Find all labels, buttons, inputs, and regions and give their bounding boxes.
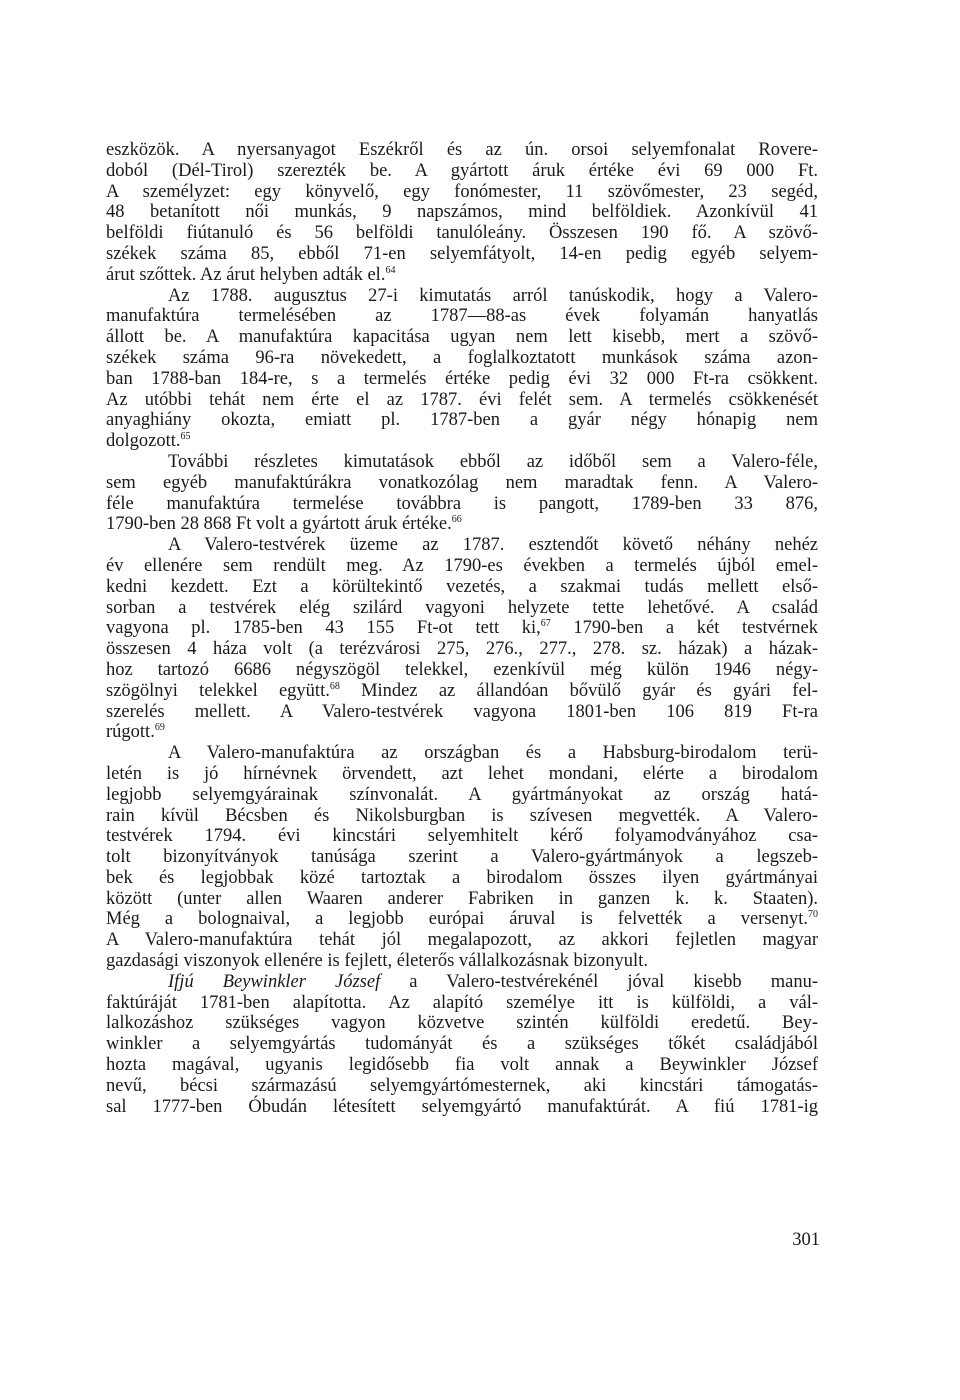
line-text: kedni kezdett. Ezt a körültekintő vezetés, a szakmai tudás mellett első-: [106, 576, 818, 597]
text-line: [106, 993, 818, 1014]
text-line: [106, 618, 818, 639]
line-text: belföldi fiútanuló és 56 belföldi tanulóleány. Összesen 190 fő. A szövő-: [106, 223, 818, 244]
line-text: Az utóbbi tehát nem érte el az 1787. évi felét sem. A termelés csökkenését: [106, 389, 818, 410]
text-line: [106, 556, 818, 577]
footnote-ref: 67: [540, 618, 551, 630]
line-text: féle manufaktúra termelése továbbra is pangott, 1789-ben 33 876,: [106, 493, 818, 514]
line-text: manufaktúra termelésében az 1787—88-as évek folyamán hanyatlás: [106, 306, 818, 327]
text-line: [106, 327, 818, 348]
line-text: székek száma 96-ra növekedett, a foglalkoztatott munkások száma azon-: [106, 347, 818, 368]
footnote-ref: 69: [154, 722, 165, 734]
text-line: [106, 764, 818, 785]
line-text: 1790-ben 28 868 Ft volt a gyártott áruk értéke.: [106, 514, 452, 535]
text-line: [106, 785, 818, 806]
line-text: árut szőttek. Az árut helyben adták el.: [106, 264, 386, 285]
text-line: [106, 951, 818, 972]
line-text: rain kívül Bécsben és Nikolsburgban is szívesen megvették. A Valero-: [106, 805, 818, 826]
line-text: dolgozott.: [106, 431, 181, 452]
text-line: [106, 660, 818, 681]
footnote-ref: 70: [808, 909, 818, 921]
text-line: [106, 265, 818, 286]
page-body: [106, 140, 818, 1117]
footnote-ref: 68: [329, 680, 340, 692]
text-line: [106, 473, 818, 494]
text-line: [106, 244, 818, 265]
line-text: sal 1777-ben Óbudán létesített selyemgyártó manufaktúrát. A fiú 1781-ig: [106, 1096, 818, 1117]
text-line: [106, 868, 818, 889]
page-number: 301: [792, 1230, 820, 1250]
line-text: További részletes kimutatások ebből az időből sem a Valero-féle,: [168, 451, 818, 472]
line-text: nevű, bécsi származású selyemgyártómesternek, aki kincstári támogatás-: [106, 1075, 818, 1096]
footnote-ref: 64: [385, 264, 396, 276]
line-text: Még a bolognaival, a legjobb európai áruval is felvették a versenyt.: [106, 909, 808, 930]
text-line: [106, 722, 818, 743]
text-line: [106, 1097, 818, 1118]
line-text: A Valero-testvérek üzeme az 1787. esztendőt követő néhány nehéz: [168, 535, 818, 556]
text-line: [106, 348, 818, 369]
text-line: [106, 223, 818, 244]
text-line: [106, 826, 818, 847]
text-line: [106, 639, 818, 660]
line-text: doból (Dél-Tirol) szerezték be. A gyártott áruk értéke évi 69 000 Ft.: [106, 160, 818, 181]
text-line: [106, 972, 818, 993]
line-text: A személyzet: egy könyvelő, egy fonómester, 11 szövőmester, 23 segéd,: [106, 181, 818, 202]
text-line: [106, 1076, 818, 1097]
footnote-ref: 66: [451, 514, 462, 526]
text-line: [106, 410, 818, 431]
text-line: [106, 452, 818, 473]
line-text: hozta magával, ugyanis legidősebb fia volt annak a Beywinkler József: [106, 1055, 818, 1076]
text-line: [106, 909, 818, 930]
line-text: testvérek 1794. évi kincstári selyemhitelt kérő folyamodványához csa-: [106, 826, 818, 847]
line-text: A Valero-manufaktúra az országban és a Habsburg-birodalom terü-: [168, 743, 818, 764]
line-text: Az 1788. augusztus 27-i kimutatás arról tanúskodik, hogy a Valero-: [168, 285, 818, 306]
line-text: székek száma 85, ebből 71-en selyemfátyolt, 14-en pedig egyéb selyem-: [106, 243, 818, 264]
line-text: összesen 4 háza volt (a terézvárosi 275, 276., 277., 278. sz. házak) a házak-: [106, 639, 818, 660]
text-line: [106, 306, 818, 327]
text-line: [106, 1034, 818, 1055]
text-line: [106, 847, 818, 868]
line-text: szerelés mellett. A Valero-testvérek vagyona 1801-ben 106 819 Ft-ra: [106, 701, 818, 722]
footnote-ref: 65: [180, 431, 191, 442]
line-text: faktúráját 1781-ben alapította. Az alapító személye itt is külföldi, a vál-: [106, 992, 818, 1013]
text-line: [106, 182, 818, 203]
text-line: [106, 535, 818, 556]
line-text-after: 1790-ben a két testvérnek: [550, 618, 818, 639]
line-text: A Valero-manufaktúra tehát jól megalapozott, az akkori fejletlen magyar: [106, 930, 818, 951]
text-line: [106, 202, 818, 223]
line-text: év ellenére sem rendült meg. Az 1790-es években a termelés újból emel-: [106, 555, 818, 576]
line-text: bek és legjobbak közé tartoztak a birodalom összes ilyen gyártmányai: [106, 867, 818, 888]
line-text: a Valero-testvérekénél jóval kisebb manu-: [380, 971, 818, 992]
text-line: [106, 681, 818, 702]
text-line: [106, 431, 818, 452]
line-text: 48 betanított női munkás, 9 napszámos, mind belföldiek. Azonkívül 41: [106, 202, 818, 223]
line-text: rúgott.: [106, 722, 155, 743]
line-text: legjobb selyemgyárainak színvonalát. A gyártmányokat az ország hatá-: [106, 784, 818, 805]
italic-name: Ifjú Beywinkler József: [168, 971, 381, 992]
text-line: [106, 889, 818, 910]
line-text: állott be. A manufaktúra kapacitása ugyan nem lett kisebb, mert a szövő-: [106, 327, 818, 348]
text-line: [106, 369, 818, 390]
text-line: [106, 806, 818, 827]
line-text: winkler a selyemgyártás tudományát és a szükséges tőkét családjából: [106, 1034, 818, 1055]
text-line: [106, 598, 818, 619]
line-text: gazdasági viszonyok ellenére is fejlett, életerős vállalkozásnak bizonyult.: [106, 951, 648, 972]
text-line: [106, 161, 818, 182]
line-text: anyaghiány okozta, emiatt pl. 1787-ben a gyár négy hónapig nem: [106, 410, 818, 431]
line-text: vagyona pl. 1785-ben 43 155 Ft-ot tett ki,: [106, 618, 541, 639]
line-text: sorban a testvérek elég szilárd vagyoni helyzete tette lehetővé. A család: [106, 597, 818, 618]
text-line: [106, 1055, 818, 1076]
line-text: szögölnyi telekkel együtt.: [106, 680, 330, 701]
line-text: lalkozáshoz szükséges vagyon közvetve szintén külföldi eredetű. Bey-: [106, 1013, 818, 1034]
text-line: [106, 390, 818, 411]
text-line: [106, 494, 818, 515]
text-line: [106, 286, 818, 307]
line-text: között (unter allen Waaren anderer Fabriken in ganzen k. k. Staaten).: [106, 888, 818, 909]
line-text: eszközök. A nyersanyagot Eszékről és az ún. orsoi selyemfonalat Rovere-: [106, 140, 818, 160]
text-line: [106, 140, 818, 161]
text-line: [106, 514, 818, 535]
text-line: [106, 1013, 818, 1034]
line-text: ban 1788-ban 184-re, s a termelés értéke pedig évi 32 000 Ft-ra csökkent.: [106, 368, 818, 389]
text-line: [106, 702, 818, 723]
line-text: hoz tartozó 6686 négyszögöl telekkel, ezenkívül még külön 1946 négy-: [106, 659, 818, 680]
line-text: tolt bizonyítványok tanúsága szerint a Valero-gyártmányok a legszeb-: [106, 847, 818, 868]
text-line: [106, 743, 818, 764]
line-text: sem egyéb manufaktúrákra vonatkozólag nem maradtak fenn. A Valero-: [106, 472, 818, 493]
line-text-after: Mindez az állandóan bővülő gyár és gyári fel-: [339, 680, 818, 701]
line-text: letén is jó hírnévnek örvendett, azt lehet mondani, elérte a birodalom: [106, 763, 818, 784]
text-line: [106, 930, 818, 951]
text-line: [106, 577, 818, 598]
